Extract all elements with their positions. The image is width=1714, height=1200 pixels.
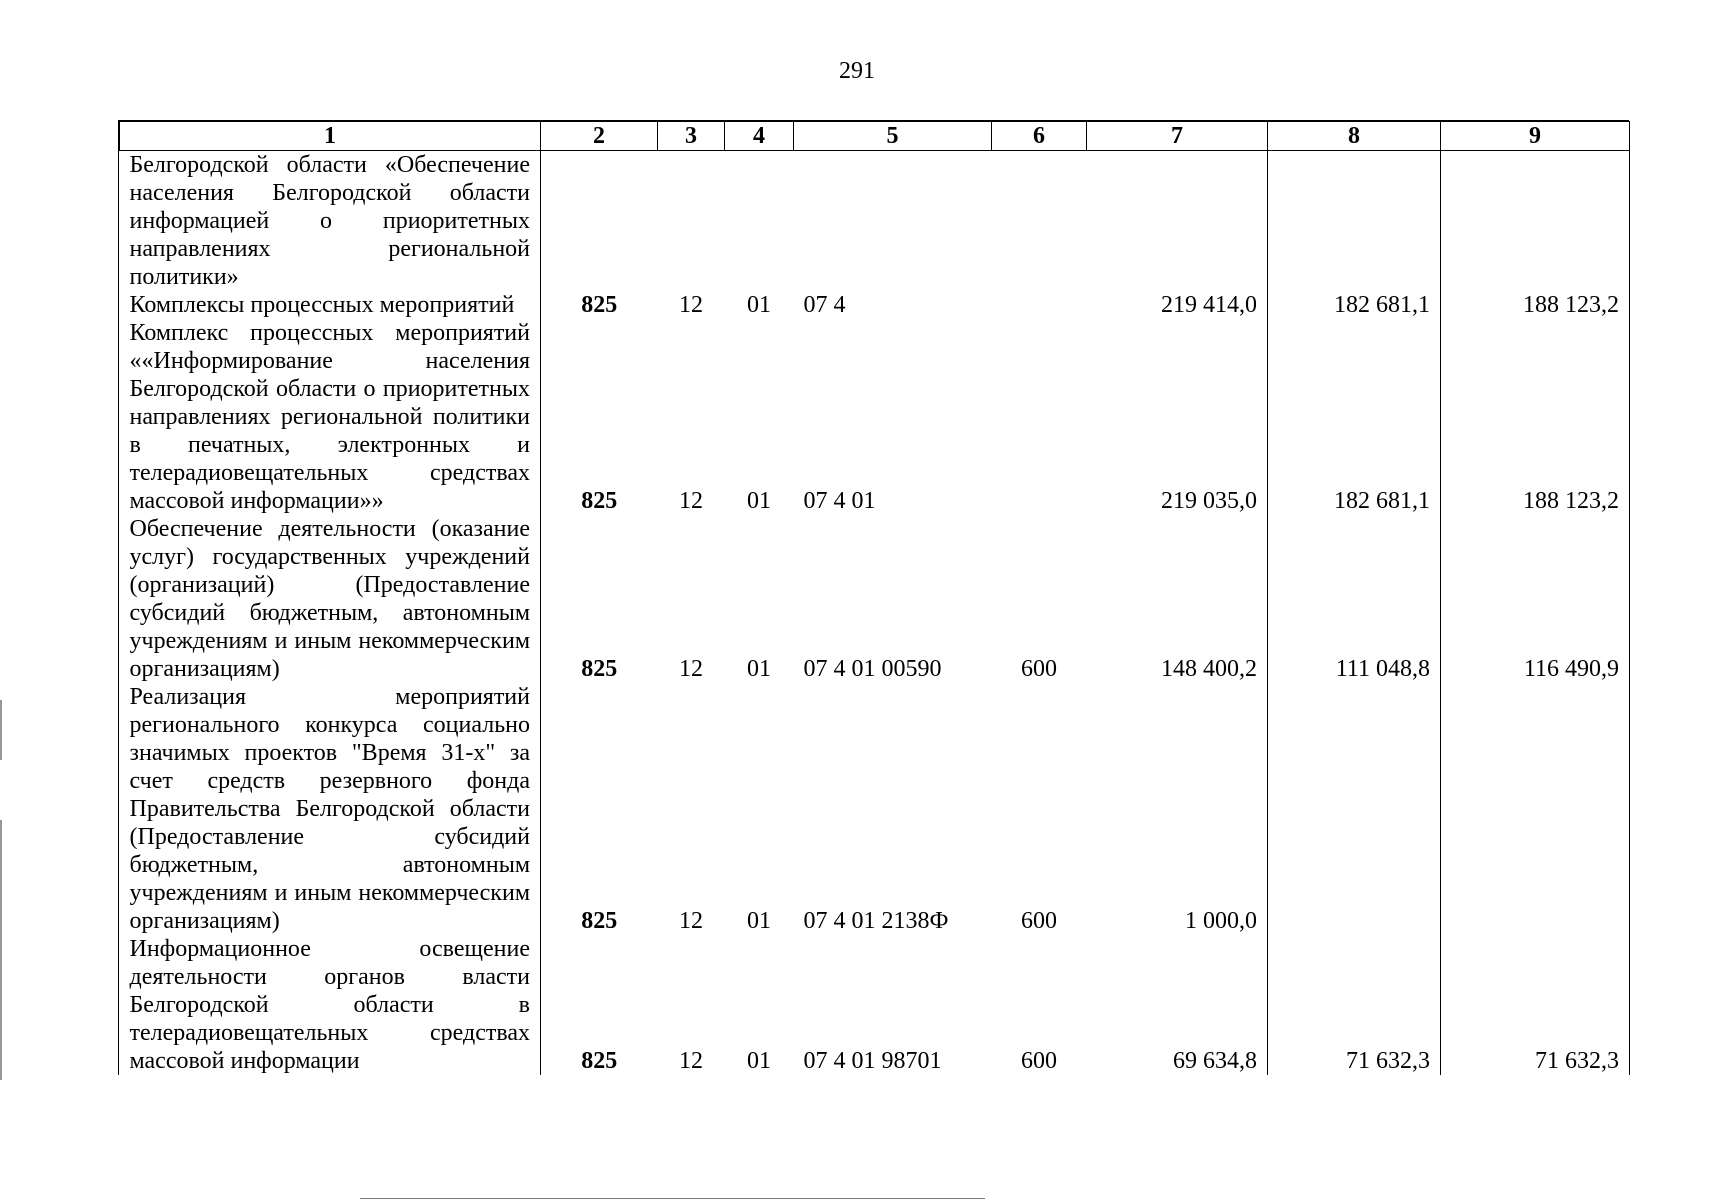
cell-expense-type: 600 — [1021, 1048, 1057, 1074]
scan-artifact-edge — [0, 700, 2, 760]
cell-amount-col8: 182 681,1 — [1268, 319, 1441, 515]
cell-amount-col9 — [1441, 683, 1630, 935]
cell-amount-col9: 71 632,3 — [1441, 935, 1630, 1075]
header-cell-6: 6 — [992, 122, 1087, 151]
header-cell-5: 5 — [794, 122, 992, 151]
table-row — [120, 935, 1630, 1075]
cell-grbs: 825 — [581, 292, 618, 318]
cell-section: 12 — [679, 908, 703, 934]
table-row — [120, 683, 1630, 935]
cell-grbs: 825 — [581, 1048, 618, 1074]
cell-expense-type — [992, 151, 1087, 292]
cell-amount-col9: 188 123,2 — [1441, 291, 1630, 319]
cell-section: 12 — [679, 1048, 703, 1074]
cell-section: 12 — [679, 292, 703, 318]
cell-section: 12 — [679, 656, 703, 682]
cell-grbs — [541, 151, 658, 292]
scan-artifact-line — [360, 1198, 985, 1199]
cell-subsection: 01 — [747, 488, 771, 514]
cell-amount-col7 — [1087, 151, 1268, 292]
row-name: Обеспечение деятельности (оказание услуг) государственных учреждений (организаций) (Предоставление субсидий бюджетным, автономным учреждениям и иным некоммерческим организациям) — [120, 515, 541, 683]
cell-target-article: 07 4 01 98701 — [803, 1048, 942, 1074]
cell-section — [658, 151, 725, 292]
cell-subsection: 01 — [747, 292, 771, 318]
table-header-row — [120, 122, 1630, 151]
cell-target-article: 07 4 — [803, 292, 846, 318]
cell-grbs: 825 — [581, 488, 618, 514]
header-cell-3: 3 — [658, 122, 725, 151]
cell-amount-col9 — [1441, 151, 1630, 292]
cell-amount-col9: 116 490,9 — [1441, 515, 1630, 683]
header-cell-7: 7 — [1087, 122, 1268, 151]
row-name: Белгородской области «Обеспечение населения Белгородской области информацией о приоритетных направлениях региональной политики» — [120, 151, 541, 292]
cell-target-article: 07 4 01 00590 — [803, 656, 942, 682]
row-name: Реализация мероприятий регионального конкурса социально значимых проектов "Время 31-х" за счет средств резервного фонда Правительства Белгородской области (Предоставление субсидий бюджетным, автономным учреждениям и иным некоммерческим организациям) — [120, 683, 541, 935]
row-name: Комплекс процессных мероприятий ««Информирование населения Белгородской области о приоритетных направлениях региональной политики в печатных, электронных и телерадиовещательных средствах массовой информации»» — [120, 319, 541, 515]
cell-amount-col7: 69 634,8 — [1087, 935, 1268, 1075]
cell-expense-type — [992, 319, 1087, 515]
row-name: Комплексы процессных мероприятий — [120, 291, 541, 319]
cell-expense-type: 600 — [1021, 656, 1057, 682]
cell-subsection: 01 — [747, 1048, 771, 1074]
header-cell-1: 1 — [120, 122, 541, 151]
header-cell-4: 4 — [725, 122, 794, 151]
table-row — [120, 151, 1630, 292]
cell-subsection — [725, 151, 794, 292]
cell-target-article — [794, 151, 992, 292]
table-row — [120, 291, 1630, 319]
cell-amount-col7: 219 414,0 — [1087, 291, 1268, 319]
cell-amount-col8 — [1268, 683, 1441, 935]
header-cell-9: 9 — [1441, 122, 1630, 151]
row-name: Информационное освещение деятельности органов власти Белгородской области в телерадиовещательных средствах массовой информации — [120, 935, 541, 1075]
cell-section: 12 — [679, 488, 703, 514]
budget-table — [119, 121, 1630, 1075]
cell-subsection: 01 — [747, 908, 771, 934]
cell-grbs: 825 — [581, 656, 618, 682]
cell-amount-col8 — [1268, 151, 1441, 292]
cell-amount-col8: 182 681,1 — [1268, 291, 1441, 319]
header-cell-2: 2 — [541, 122, 658, 151]
cell-amount-col7: 148 400,2 — [1087, 515, 1268, 683]
cell-amount-col7: 219 035,0 — [1087, 319, 1268, 515]
budget-table-frame — [118, 120, 1629, 1075]
scan-artifact-edge — [0, 820, 2, 1080]
cell-expense-type: 600 — [1021, 908, 1057, 934]
cell-grbs: 825 — [581, 908, 618, 934]
cell-subsection: 01 — [747, 656, 771, 682]
cell-amount-col7: 1 000,0 — [1087, 683, 1268, 935]
cell-target-article: 07 4 01 — [803, 488, 876, 514]
cell-amount-col8: 111 048,8 — [1268, 515, 1441, 683]
cell-amount-col8: 71 632,3 — [1268, 935, 1441, 1075]
table-row — [120, 515, 1630, 683]
cell-amount-col9: 188 123,2 — [1441, 319, 1630, 515]
page-number: 291 — [839, 58, 875, 84]
table-row — [120, 319, 1630, 515]
header-cell-8: 8 — [1268, 122, 1441, 151]
cell-target-article: 07 4 01 2138Ф — [803, 908, 949, 934]
cell-expense-type — [992, 291, 1087, 319]
